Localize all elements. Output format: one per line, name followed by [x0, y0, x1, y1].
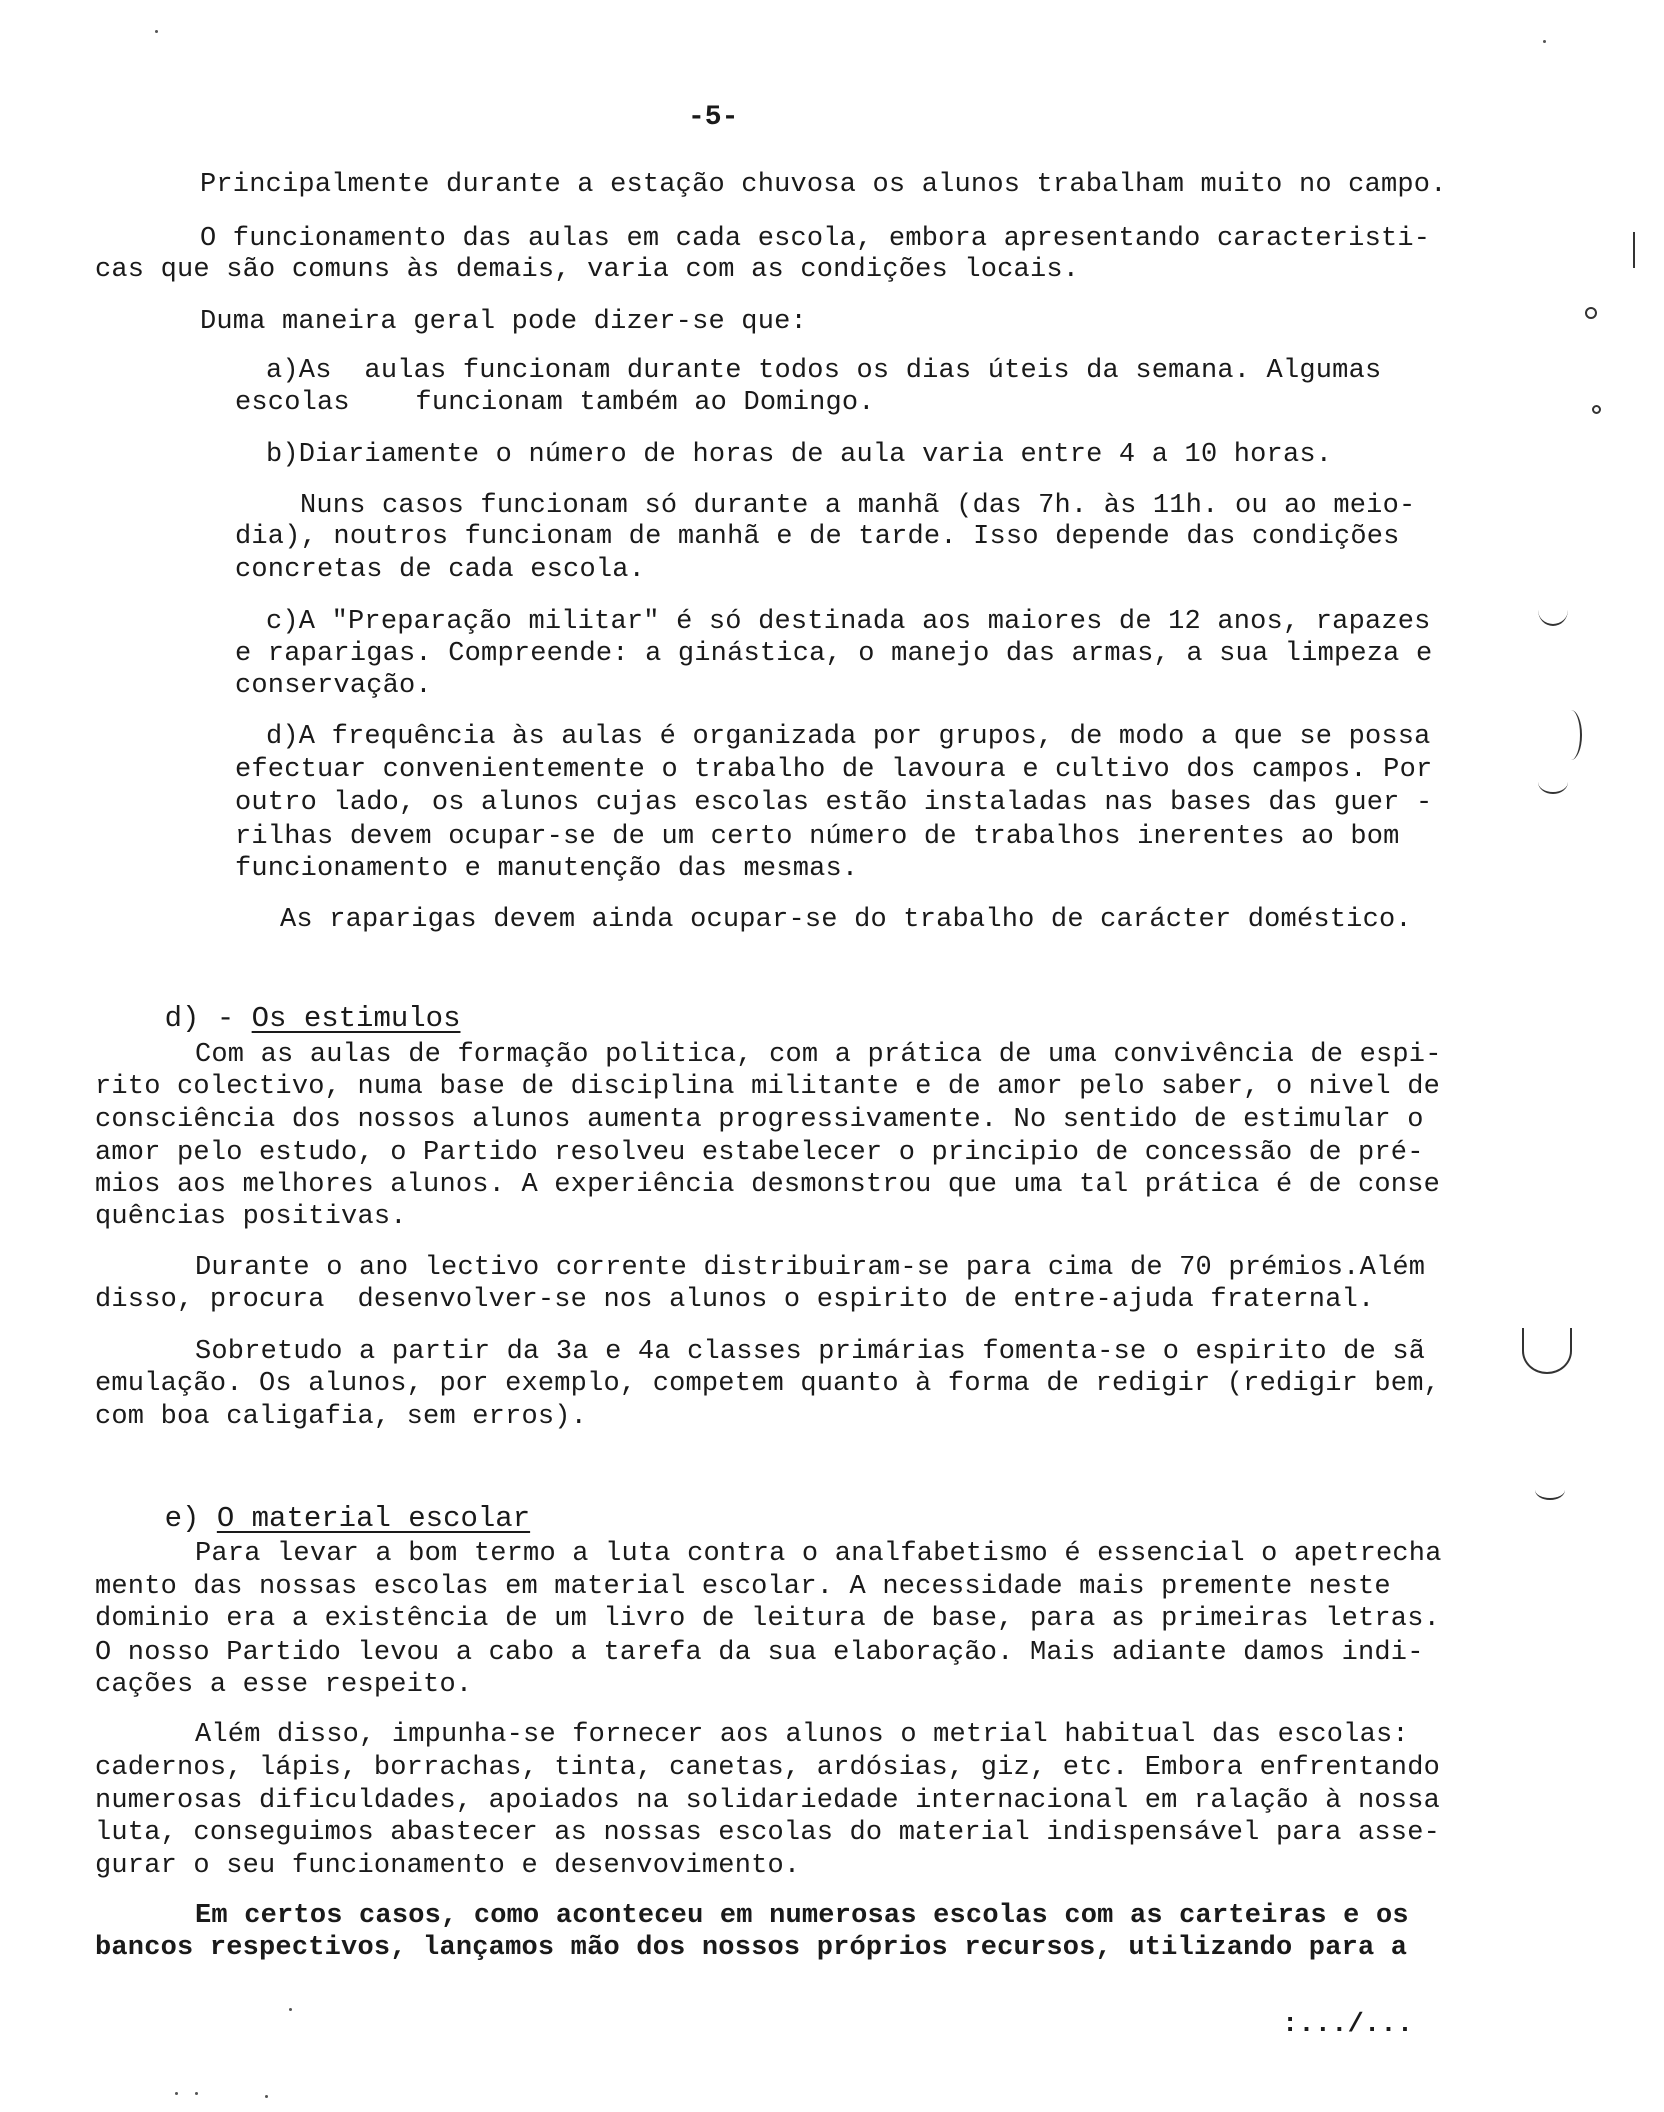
- text-line: O funcionamento das aulas em cada escola, embora apresentando caracteristi-: [200, 224, 1431, 254]
- text-line: amor pelo estudo, o Partido resolveu estabelecer o principio de concessão de pré-: [95, 1138, 1424, 1168]
- text-line: efectuar convenientemente o trabalho de lavoura e cultivo dos campos. Por: [235, 755, 1433, 785]
- scan-speck: [175, 2092, 178, 2095]
- margin-mark: [1585, 307, 1597, 319]
- text-line: funcionamento e manutenção das mesmas.: [235, 854, 859, 884]
- scan-speck: [195, 2092, 198, 2095]
- text-line: Sobretudo a partir da 3a e 4a classes primárias fomenta-se o espirito de sã: [195, 1337, 1426, 1367]
- margin-mark: [1592, 405, 1601, 414]
- scan-speck: [265, 2095, 268, 2098]
- section-letter: d) -: [164, 1002, 252, 1035]
- scan-speck: [1543, 40, 1546, 43]
- text-line: Principalmente durante a estação chuvosa os alunos trabalham muito no campo.: [200, 170, 1447, 200]
- text-line: outro lado, os alunos cujas escolas estão instaladas nas bases das guer -: [235, 788, 1433, 818]
- text-line: d)A frequência às aulas é organizada por grupos, de modo a que se possa: [266, 722, 1431, 752]
- section-title: Os estimulos: [251, 1002, 461, 1035]
- text-line: bancos respectivos, lançamos mão dos nossos próprios recursos, utilizando para a: [95, 1933, 1408, 1963]
- text-line: quências positivas.: [95, 1202, 407, 1232]
- text-line: e raparigas. Compreende: a ginástica, o manejo das armas, a sua limpeza e: [235, 639, 1433, 669]
- continuation-mark: :.../...: [1282, 2010, 1414, 2040]
- text-line: cadernos, lápis, borrachas, tinta, canetas, ardósias, giz, etc. Embora enfrentando: [95, 1753, 1441, 1783]
- text-line: emulação. Os alunos, por exemplo, competem quanto à forma de redigir (redigir bem,: [95, 1369, 1441, 1399]
- margin-mark: [1560, 710, 1582, 760]
- margin-mark: [1522, 1328, 1572, 1374]
- text-line: mento das nossas escolas em material escolar. A necessidade mais premente neste: [95, 1572, 1391, 1602]
- text-line: luta, conseguimos abastecer as nossas escolas do material indispensável para asse-: [95, 1818, 1441, 1848]
- text-line: c)A "Preparação militar" é só destinada aos maiores de 12 anos, rapazes: [266, 607, 1431, 637]
- text-line: conservação.: [235, 671, 432, 701]
- text-line: Para levar a bom termo a luta contra o analfabetismo é essencial o apetrecha: [195, 1539, 1442, 1569]
- text-line: a)As aulas funcionam durante todos os dias úteis da semana. Algumas: [266, 356, 1382, 386]
- text-line: O nosso Partido levou a cabo a tarefa da sua elaboração. Mais adiante damos indi-: [95, 1638, 1424, 1668]
- text-line: rito colectivo, numa base de disciplina militante e de amor pelo saber, o nivel de: [95, 1072, 1441, 1102]
- section-title: O material escolar: [216, 1502, 531, 1535]
- section-letter: e): [164, 1502, 217, 1535]
- text-line: Duma maneira geral pode dizer-se que:: [200, 307, 807, 337]
- scan-speck: [155, 30, 158, 33]
- margin-mark: [1535, 1480, 1565, 1500]
- text-line: rilhas devem ocupar-se de um certo número de trabalhos inerentes ao bom: [235, 822, 1400, 852]
- text-line: Durante o ano lectivo corrente distribuiram-se para cima de 70 prémios.Além: [195, 1253, 1426, 1283]
- text-line: consciência dos nossos alunos aumenta progressivamente. No sentido de estimular o: [95, 1105, 1424, 1135]
- text-line: gurar o seu funcionamento e desenvovimento.: [95, 1851, 801, 1881]
- text-line: Nuns casos funcionam só durante a manhã (das 7h. às 11h. ou ao meio-: [300, 491, 1416, 521]
- text-line: Além disso, impunha-se fornecer aos alunos o metrial habitual das escolas:: [195, 1720, 1409, 1750]
- text-line: As raparigas devem ainda ocupar-se do trabalho de carácter doméstico.: [280, 905, 1412, 935]
- text-line: disso, procura desenvolver-se nos alunos o espirito de entre-ajuda fraternal.: [95, 1285, 1375, 1315]
- margin-mark: [1633, 232, 1635, 268]
- scan-speck: [289, 2008, 292, 2011]
- margin-mark: [1538, 770, 1568, 794]
- text-line: cações a esse respeito.: [95, 1670, 473, 1700]
- page-number: -5-: [688, 102, 739, 133]
- text-line: mios aos melhores alunos. A experiência desmonstrou que uma tal prática é de conse: [95, 1170, 1441, 1200]
- text-line: dia), noutros funcionam de manhã e de tarde. Isso depende das condições: [235, 522, 1400, 552]
- text-line: concretas de cada escola.: [235, 555, 646, 585]
- text-line: cas que são comuns às demais, varia com as condições locais.: [95, 255, 1080, 285]
- text-line: Em certos casos, como aconteceu em numerosas escolas com as carteiras e os: [195, 1901, 1409, 1931]
- margin-mark: [1538, 594, 1568, 626]
- text-line: numerosas dificuldades, apoiados na solidariedade internacional em ralação à nossa: [95, 1786, 1441, 1816]
- text-line: dominio era a existência de um livro de leitura de base, para as primeiras letras.: [95, 1604, 1441, 1634]
- text-line: escolas funcionam também ao Domingo.: [235, 388, 875, 418]
- text-line: com boa caligafia, sem erros).: [95, 1402, 588, 1432]
- text-line: Com as aulas de formação politica, com a prática de uma convivência de espi-: [195, 1040, 1442, 1070]
- text-line: b)Diariamente o número de horas de aula varia entre 4 a 10 horas.: [266, 440, 1333, 470]
